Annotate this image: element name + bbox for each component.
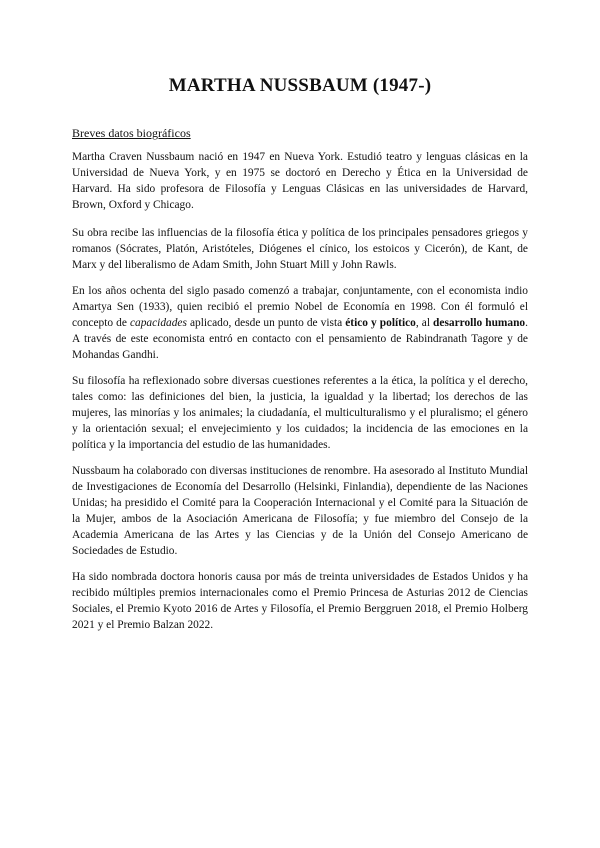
emphasis-capacidades: capacidades bbox=[129, 317, 187, 329]
paragraph-text: aplicado, desde un punto de vista bbox=[186, 317, 346, 329]
paragraph-biography: Martha Craven Nussbaum nació en 1947 en Nueva York. Estudió teatro y lenguas clásicas en la Universidad de Nueva York, y en 1975 se doctoró en Derecho y Ética en la Universidad de Harvard. Ha sido profesora de Filosofía y Lenguas Clásicas en las universidades de Harvard, Brown, Oxford y Chicago. bbox=[72, 151, 528, 211]
section-heading: Breves datos biográficos bbox=[72, 126, 191, 140]
paragraph-text: En los años ochenta del siglo pasado comenzó a trabajar, conjuntamente, con el economista indio Amartya Sen (1933), quien recibió el premio Nobel de Economía en 1998. Con él formuló el concepto de bbox=[72, 285, 528, 329]
paragraph-text: , al bbox=[415, 317, 434, 329]
paragraph-text: . A través de este economista entró en contacto con el pensamiento de Rabindranath Tagore y de Mohandas Gandhi. bbox=[72, 317, 528, 361]
paragraph-influences: Su obra recibe las influencias de la filosofía ética y política de los principales pensadores griegos y romanos (Sócrates, Platón, Aristóteles, Diógenes el cínico, los estoicos y Cicerón), de Kant, de Marx y del liberalismo de Adam Smith, John Stuart Mill y John Rawls. bbox=[72, 227, 528, 271]
paragraph-awards: Ha sido nombrada doctora honoris causa por más de treinta universidades de Estados Unidos y ha recibido múltiples premios internacionales como el Premio Princesa de Asturias 2012 de Ciencias Sociales, el Premio Kyoto 2016 de Artes y Filosofía, el Premio Berggruen 2018, el Premio Holberg 2021 y el Premio Balzan 2022. bbox=[72, 571, 528, 631]
bold-desarrollo-humano: desarrollo humano bbox=[433, 317, 526, 329]
paragraph-philosophy: Su filosofía ha reflexionado sobre diversas cuestiones referentes a la ética, la política y el derecho, tales como: las definiciones del bien, la justicia, la igualdad y la libertad; los derechos de las mujeres, las minorías y los animales; la ciudadanía, el multiculturalismo y el pluralismo; el género y la orientación sexual; el envejecimiento y los cuidados; la incidencia de las emociones en la política y la importancia del estudio de las humanidades. bbox=[72, 375, 528, 451]
bold-etico-politico: ético y político bbox=[345, 317, 416, 329]
document-page bbox=[72, 72, 528, 643]
document-title: MARTHA NUSSBAUM (1947-) bbox=[168, 75, 432, 96]
paragraph-institutions: Nussbaum ha colaborado con diversas instituciones de renombre. Ha asesorado al Instituto Mundial de Investigaciones de Economía del Desarrollo (Helsinki, Finlandia), dependiente de las Naciones Unidas; ha presidido el Comité para la Cooperación Internacional y el Comité para la Situación de la Mujer, ambos de la Asociación Americana de Filosofía; y fue miembro del Consejo de la Academia Americana de las Artes y las Ciencias y de la Unión del Consejo Americano de Sociedades de Estudio. bbox=[72, 465, 528, 557]
paragraph-amartya-sen bbox=[72, 283, 528, 363]
